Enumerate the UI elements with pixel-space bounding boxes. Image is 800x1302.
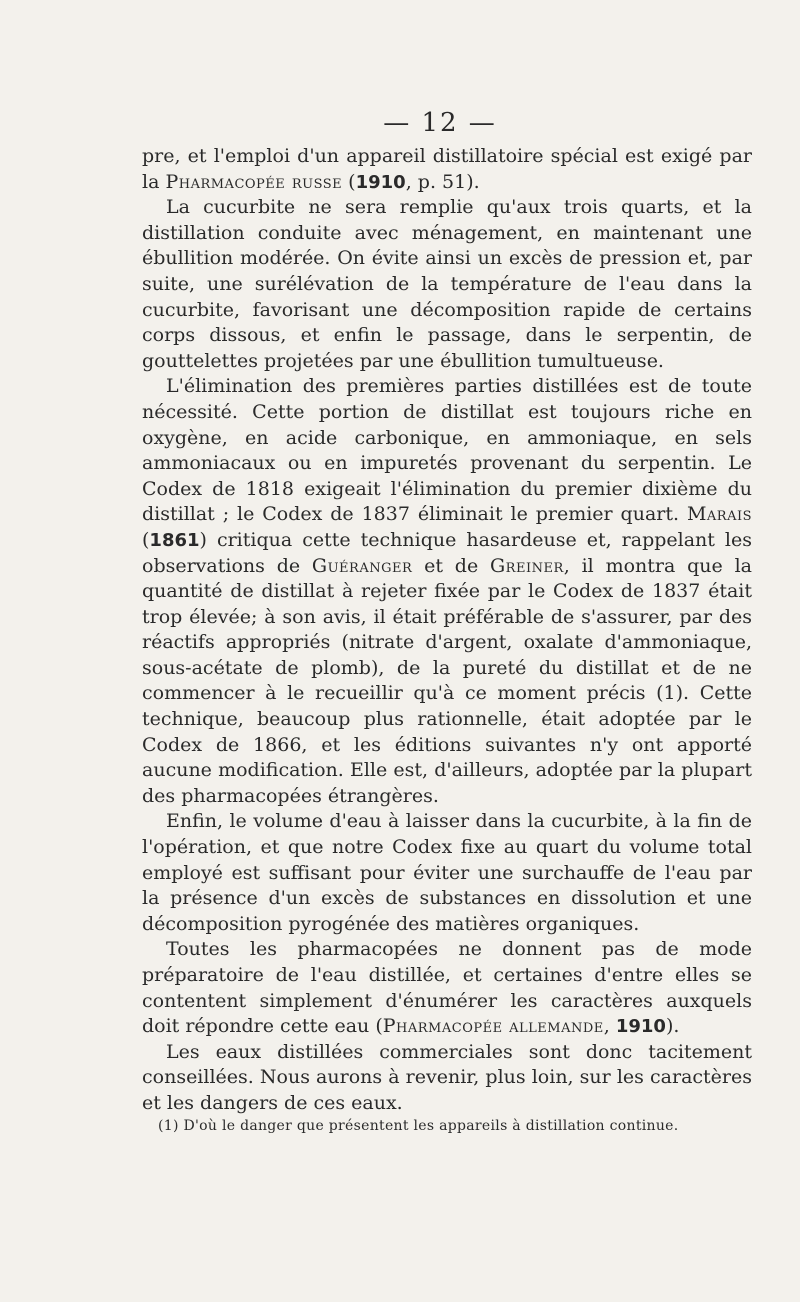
- text-span: , il montra que la quantité de distillat à rejeter fixée par le Codex de 1837 était trop élevée; à son avis, il était préférable de s'assurer, par des réactifs appropriés (nitrate d'argent, oxalate d'ammoniaque, sous-acétate de plomb), de la pureté du distillat et de ne commencer à le recueillir qu'à ce moment précis (1). Cette technique, beaucoup plus rationnelle, était adoptée par le Codex de 1866, et les éditions suivantes n'y ont apporté aucune modification. Elle est, d'ailleurs, adoptée par la plupart des pharmacopées étrangères.: [142, 554, 752, 807]
- author-marais: Marais: [686, 503, 752, 526]
- text-span: (: [342, 170, 356, 193]
- text-span: pre, et l'emploi d'un appareil distillatoire spécial est exigé par la: [142, 145, 752, 193]
- paragraph-1: [142, 144, 752, 195]
- page-number: — 12 —: [383, 108, 497, 138]
- text-span: (: [142, 528, 150, 551]
- reference-pharmacopee-russe: Pharmacopée russe: [165, 170, 343, 193]
- paragraph-6: Les eaux distillées commerciales sont donc tacitement conseillées. Nous aurons à revenir, plus loin, sur les caractères et les dangers de ces eaux.: [142, 1040, 752, 1114]
- text-span: ,: [603, 1015, 616, 1038]
- year-1910: 1910: [615, 1016, 666, 1038]
- footnote: (1) D'où le danger que présentent les appareils à distillation continue.: [158, 1118, 679, 1134]
- paragraph-5: [142, 937, 752, 1039]
- text-span: Toutes les pharmacopées ne donnent pas de mode préparatoire de l'eau distillée, et certaines d'entre elles se contentent simplement d'énumérer les caractères auxquels doit répondre cette eau (: [142, 938, 752, 1038]
- text-span: L'élimination des premières parties distillées est de toute nécessité. Cette portion de distillat est toujours riche en oxygène, en acide carbonique, en ammoniaque, en sels ammoniacaux ou en impuretés provenant du serpentin. Le Codex de 1818 exigeait l'élimination du premier dixième du distillat ; le Codex de 1837 éliminait le premier quart.: [142, 375, 752, 526]
- paragraph-3: [142, 374, 752, 809]
- year-1861: 1861: [149, 529, 200, 551]
- paragraph-4: Enfin, le volume d'eau à laisser dans la cucurbite, à la fin de l'opération, et que notre Codex fixe au quart du volume total employé est suffisant pour éviter une surchauffe de l'eau par la présence d'un excès de substances en dissolution et une décomposition pyrogénée des matières organiques.: [142, 810, 752, 935]
- author-greiner: Greiner: [490, 554, 564, 577]
- text-span: et de: [412, 554, 490, 577]
- body-text: [142, 144, 752, 1117]
- paragraph-2: La cucurbite ne sera remplie qu'aux trois quarts, et la distillation conduite avec ménagement, en maintenant une ébullition modérée. On évite ainsi un excès de pression et, par suite, une surélévation de la température de l'eau dans la cucurbite, favorisant une décomposition rapide de certains corps dissous, et enfin le passage, dans le serpentin, de gouttelettes projetées par une ébullition tumultueuse.: [142, 196, 752, 372]
- text-span: , p. 51).: [405, 170, 480, 193]
- text-span: ) critiqua cette technique hasardeuse et, rappelant les observations de: [142, 528, 752, 577]
- reference-pharmacopee-allemande: Pharmacopée allemande: [382, 1015, 604, 1038]
- year-1910: 1910: [355, 171, 406, 193]
- author-gueranger: Guéranger: [311, 554, 413, 577]
- text-span: ).: [665, 1015, 680, 1038]
